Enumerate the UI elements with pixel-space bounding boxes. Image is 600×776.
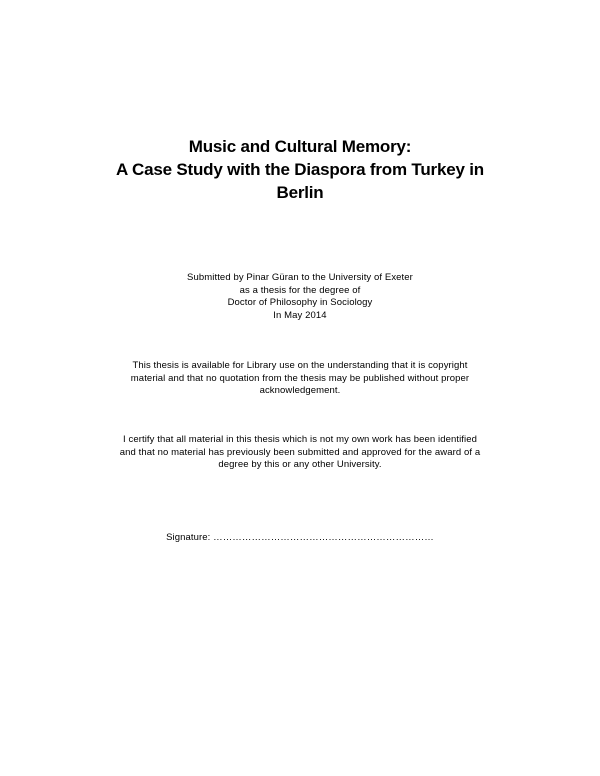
library-notice-line: acknowledgement.	[259, 385, 341, 396]
title-line: A Case Study with the Diaspora from Turkey in	[116, 160, 484, 179]
submission-line: Doctor of Philosophy in Sociology	[227, 297, 373, 308]
certification-statement	[60, 434, 540, 472]
submission-line: as a thesis for the degree of	[239, 284, 361, 296]
thesis-title	[60, 135, 540, 204]
certification-line: I certify that all material in this thesis which is not my own work has been identified	[122, 434, 478, 445]
title-line: Berlin	[276, 183, 324, 202]
submission-statement	[100, 272, 500, 322]
signature-line: Signature: ……………………………………………………………	[166, 532, 434, 543]
library-notice-line: material and that no quotation from the thesis may be published without proper	[130, 372, 470, 384]
certification-line: degree by this or any other University.	[218, 459, 382, 470]
submission-line: In May 2014	[273, 309, 327, 321]
library-use-notice	[80, 360, 520, 398]
title-line: Music and Cultural Memory:	[188, 137, 412, 156]
certification-line: and that no material has previously been submitted and approved for the award of a	[119, 446, 481, 458]
library-notice-line: This thesis is available for Library use on the understanding that it is copyright	[132, 360, 468, 371]
submission-line: Submitted by Pinar Güran to the University of Exeter	[187, 272, 413, 283]
